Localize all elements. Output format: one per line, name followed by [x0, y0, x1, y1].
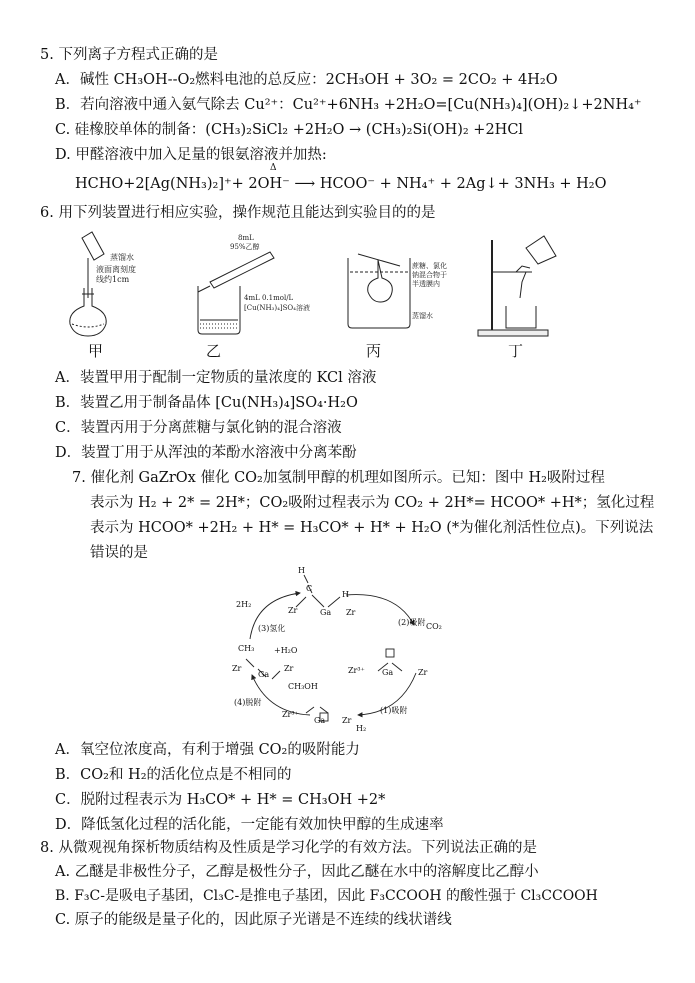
q7-line-1: 7. 催化剂 GaZrOx 催化 CO₂加氢制甲醇的机理如图所示。已知：图中 H₂吸附过程: [72, 470, 605, 486]
mech-h2-bottom: H₂: [356, 724, 367, 733]
q5-equation-heat-mark: Δ: [270, 163, 277, 173]
mech-top-zr: Zr: [288, 606, 298, 615]
q5-option-b: B．若向溶液中通入氨气除去 Cu²⁺：Cu²⁺+6NH₃ +2H₂O=[Cu(NH₃)₄](OH)₂↓+2NH₄⁺: [55, 97, 642, 113]
q8-option-a: A. 乙醚是非极性分子，乙醇是极性分子，因此乙醚在水中的溶解度比乙醇小: [55, 864, 539, 880]
mech-ch3: CH₃: [238, 644, 255, 653]
mech-step3: (3)氢化: [258, 624, 286, 633]
q8-option-b: B. F₃C-是吸电子基团，Cl₃C-是推电子基团，因此 F₃CCOOH 的酸性强于 Cl₃CCOOH: [55, 888, 598, 904]
mech-ch3oh: CH₃OH: [288, 682, 318, 691]
mech-left-zr: Zr: [232, 664, 242, 673]
jia-label-2: 液面离刻度: [96, 265, 136, 274]
mech-top-h: H: [298, 566, 305, 575]
mech-co2: CO₂: [426, 622, 442, 631]
q5-option-c: C. 硅橡胶单体的制备：(CH₃)₂SiCl₂ +2H₂O → (CH₃)₂Si(OH)₂ +2HCl: [55, 122, 524, 138]
yi-label-4: [Cu(NH₃)₄]SO₄溶液: [244, 304, 310, 312]
q6-option-d: D．装置丁用于从浑浊的苯酚水溶液中分离苯酚: [55, 445, 357, 461]
q7-line-2: 表示为 H₂ + 2* = 2H*；CO₂吸附过程表示为 CO₂ + 2H*= HCOO* +H*；氢化过程: [90, 495, 655, 511]
q7-option-c: C．脱附过程表示为 H₃CO* + H* = CH₃OH +2*: [55, 792, 386, 808]
mech-bottom-zr3: Zr³⁺: [282, 710, 299, 719]
q6-option-c: C．装置丙用于分离蔗糖与氯化钠的混合溶液: [55, 420, 342, 436]
bing-label-4: 蒸馏水: [412, 312, 433, 320]
mech-right-zr: Zr: [418, 668, 428, 677]
q5-option-a: A．碱性 CH₃OH--O₂燃料电池的总反应：2CH₃OH + 3O₂ = 2CO₂ + 4H₂O: [55, 72, 558, 88]
mech-top-zr2: Zr: [346, 608, 356, 617]
q5-stem: 5. 下列离子方程式正确的是: [40, 47, 218, 63]
mech-bottom-zr: Zr: [342, 716, 352, 725]
mech-top-c: C: [306, 584, 313, 593]
q5-option-d: D. 甲醛溶液中加入足量的银氨溶液并加热:: [55, 147, 327, 163]
apparatus-ding: [478, 236, 556, 336]
bing-label-2: 钠混合物于: [412, 271, 447, 279]
q6-apparatus-figure: [60, 228, 580, 340]
q7-option-a: A．氧空位浓度高，有利于增强 CO₂的吸附能力: [55, 742, 360, 758]
q6-stem: 6. 用下列装置进行相应实验，操作规范且能达到实验目的的是: [40, 205, 436, 221]
q7-line-3: 表示为 HCOO* +2H₂ + H* = H₃CO* + H* + H₂O (*为催化剂活性位点)。下列说法: [90, 520, 654, 536]
q8-option-c: C. 原子的能级是量子化的，因此原子光谱是不连续的线状谱线: [55, 912, 452, 928]
q7-mechanism-diagram: [228, 563, 458, 733]
mech-left-ga: Ga: [258, 670, 270, 679]
mech-2h2: 2H₂: [236, 600, 252, 609]
mech-left-zr2: Zr: [284, 664, 294, 673]
q7-line-4: 错误的是: [90, 545, 148, 561]
label-bing: 丙: [366, 342, 382, 360]
bing-label-1: 蔗糖、氯化: [412, 262, 447, 270]
mech-bottom-ga: Ga: [314, 716, 326, 725]
jia-label-1: 蒸馏水: [110, 253, 134, 262]
mech-top-h2: H: [342, 590, 349, 599]
q8-stem: 8. 从微观视角探析物质结构及性质是学习化学的有效方法。下列说法正确的是: [40, 840, 537, 856]
apparatus-bing: [348, 254, 447, 328]
q6-option-b: B．装置乙用于制备晶体 [Cu(NH₃)₄]SO₄·H₂O: [55, 395, 358, 411]
mech-step4: (4)脱附: [234, 698, 262, 707]
q5-option-d-equation: HCHO+2[Ag(NH₃)₂]⁺+ 2OH⁻ ⟶ HCOO⁻ + NH₄⁺ + 2Ag↓+ 3NH₃ + H₂O: [75, 176, 607, 192]
label-jia: 甲: [88, 342, 104, 360]
q7-option-d: D．降低氢化过程的活化能，一定能有效加快甲醇的生成速率: [55, 817, 444, 833]
yi-label-1: 8mL: [238, 234, 254, 242]
label-yi: 乙: [206, 342, 222, 360]
apparatus-yi: [198, 234, 310, 334]
mech-step2: (2)吸附: [398, 618, 426, 627]
mech-step1: (1)吸附: [380, 706, 408, 715]
mech-right-ga: Ga: [382, 668, 394, 677]
q7-option-b: B．CO₂和 H₂的活化位点是不相同的: [55, 767, 292, 783]
jia-label-3: 线约1cm: [96, 275, 130, 284]
yi-label-3: 4mL 0.1mol/L: [244, 294, 294, 302]
q6-option-a: A．装置甲用于配制一定物质的量浓度的 KCl 溶液: [55, 370, 377, 386]
apparatus-jia: [70, 232, 136, 336]
yi-label-2: 95%乙醇: [230, 243, 260, 251]
label-ding: 丁: [508, 342, 524, 360]
bing-label-3: 半透膜内: [412, 280, 440, 288]
mech-h2o: +H₂O: [274, 646, 298, 655]
mech-top-ga: Ga: [320, 608, 332, 617]
mech-right-zr3: Zr³⁺: [348, 666, 365, 675]
